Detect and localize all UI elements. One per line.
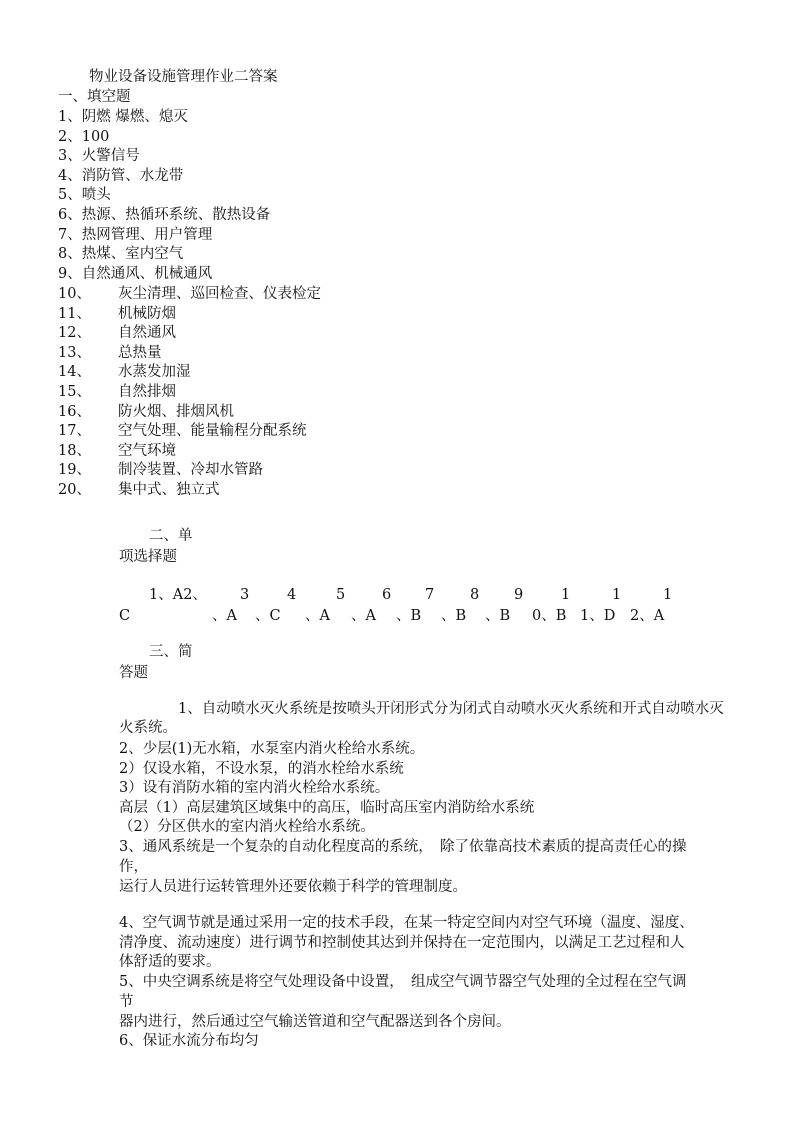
- choice-num-8: 8: [470, 587, 480, 603]
- answer-line-12: 清净度、流动速度）进行调节和控制使其达到并保持在一定范围内，以满足工艺过程和人: [119, 935, 685, 951]
- choice-num-3: 3: [240, 587, 250, 603]
- fill-blank-item-17-text: 空气处理、能量输程分配系统: [118, 423, 307, 439]
- fill-blank-item-8: 8、热煤、室内空气: [58, 246, 184, 262]
- choice-ans-7: 、B: [441, 608, 467, 624]
- fill-blank-item-16-num: 16、: [58, 404, 91, 420]
- choice-num-1: 1、A2、: [149, 587, 207, 603]
- section-short-answer-heading-cont: 答题: [119, 665, 148, 681]
- answer-line-10: 运行人员进行运转管理外还要依赖于科学的管理制度。: [119, 879, 467, 895]
- answer-line-2: 火系统。: [119, 720, 177, 736]
- choice-num-5: 5: [336, 587, 346, 603]
- choice-num-6: 6: [382, 587, 392, 603]
- fill-blank-item-15-text: 自然排烟: [118, 384, 176, 400]
- answer-line-7: （2）分区供水的室内消火栓给水系统。: [119, 819, 375, 835]
- fill-blank-item-13-text: 总热量: [118, 345, 162, 361]
- fill-blank-item-18-text: 空气环境: [118, 443, 176, 459]
- choice-ans-4: 、A: [305, 608, 330, 624]
- choice-num-4: 4: [287, 587, 297, 603]
- section-fill-blank-heading: 一、填空题: [58, 89, 131, 105]
- choice-ans-3: 、C: [255, 608, 281, 624]
- fill-blank-item-19-num: 19、: [58, 462, 91, 478]
- answer-line-15: 节: [119, 994, 134, 1010]
- answer-line-6: 高层（1）高层建筑区域集中的高压，临时高压室内消防给水系统: [119, 800, 535, 816]
- answer-line-13: 体舒适的要求。: [119, 954, 221, 970]
- fill-blank-item-10-text: 灰尘清理、巡回检查、仪表检定: [118, 286, 321, 302]
- answer-line-1: 1、自动喷水灭火系统是按喷头开闭形式分为闭式自动喷水灭火系统和开式自动喷水灭: [178, 701, 724, 717]
- answer-line-5: 3）设有消防水箱的室内消火栓给水系统。: [119, 780, 390, 796]
- fill-blank-item-11-num: 11、: [58, 306, 91, 322]
- fill-blank-item-11-text: 机械防烟: [118, 306, 176, 322]
- fill-blank-item-16-text: 防火烟、排烟风机: [118, 404, 234, 420]
- answer-line-11: 4、空气调节就是通过采用一定的技术手段，在某一特定空间内对空气环境（温度、湿度、: [119, 915, 694, 931]
- fill-blank-item-12-num: 12、: [58, 325, 91, 341]
- fill-blank-item-10-num: 10、: [58, 286, 91, 302]
- fill-blank-item-15-num: 15、: [58, 384, 91, 400]
- fill-blank-item-14-text: 水蒸发加湿: [118, 364, 191, 380]
- answer-line-8: 3、通风系统是一个复杂的自动化程度高的系统， 除了依靠高技术素质的提高责任心的操: [119, 839, 687, 855]
- page-title: 物业设备设施管理作业二答案: [89, 69, 278, 85]
- fill-blank-item-13-num: 13、: [58, 345, 91, 361]
- choice-num-12: 1: [663, 587, 673, 603]
- fill-blank-item-12-text: 自然通风: [118, 325, 176, 341]
- choice-ans-1: C: [119, 608, 131, 624]
- choice-ans-8: 、B: [485, 608, 511, 624]
- fill-blank-item-3: 3、火警信号: [58, 148, 140, 164]
- choice-ans-5: 、A: [351, 608, 376, 624]
- section-single-choice-heading: 二、单: [149, 528, 193, 544]
- fill-blank-item-4: 4、消防管、水龙带: [58, 168, 184, 184]
- fill-blank-item-9: 9、自然通风、机械通风: [58, 266, 213, 282]
- fill-blank-item-20-num: 20、: [58, 482, 91, 498]
- answer-line-9: 作，: [119, 859, 148, 875]
- fill-blank-item-20-text: 集中式、独立式: [118, 482, 220, 498]
- fill-blank-item-14-num: 14、: [58, 364, 91, 380]
- choice-ans-6: 、B: [396, 608, 422, 624]
- choice-ans-2: 、A: [212, 608, 237, 624]
- fill-blank-item-6: 6、热源、热循环系统、散热设备: [58, 207, 271, 223]
- fill-blank-item-2: 2、100: [58, 129, 110, 145]
- choice-ans-11: 2、A: [630, 608, 665, 624]
- answer-line-16: 器内进行，然后通过空气输送管道和空气配器送到各个房间。: [119, 1014, 511, 1030]
- choice-num-11: 1: [612, 587, 622, 603]
- section-short-answer-heading: 三、简: [149, 644, 193, 660]
- fill-blank-item-7: 7、热网管理、用户管理: [58, 227, 213, 243]
- answer-line-3: 2、少层(1)无水箱，水泵室内消火栓给水系统。: [119, 741, 425, 757]
- choice-num-9: 9: [514, 587, 524, 603]
- answer-line-4: 2）仅设水箱，不设水泵，的消水栓给水系统: [119, 761, 404, 777]
- choice-ans-9: 0、B: [532, 608, 567, 624]
- fill-blank-item-5: 5、喷头: [58, 187, 111, 203]
- section-single-choice-heading-cont: 项选择题: [119, 549, 177, 565]
- fill-blank-item-1: 1、阴燃 爆燃、熄灭: [58, 109, 188, 125]
- choice-num-10: 1: [561, 587, 571, 603]
- choice-ans-10: 1、D: [580, 608, 616, 624]
- fill-blank-item-19-text: 制冷装置、冷却水管路: [118, 462, 263, 478]
- fill-blank-item-17-num: 17、: [58, 423, 91, 439]
- answer-line-17: 6、保证水流分布均匀: [119, 1033, 259, 1049]
- answer-line-14: 5、中央空调系统是将空气处理设备中设置， 组成空气调节器空气处理的全过程在空气调: [119, 974, 687, 990]
- choice-num-7: 7: [425, 587, 435, 603]
- fill-blank-item-18-num: 18、: [58, 443, 91, 459]
